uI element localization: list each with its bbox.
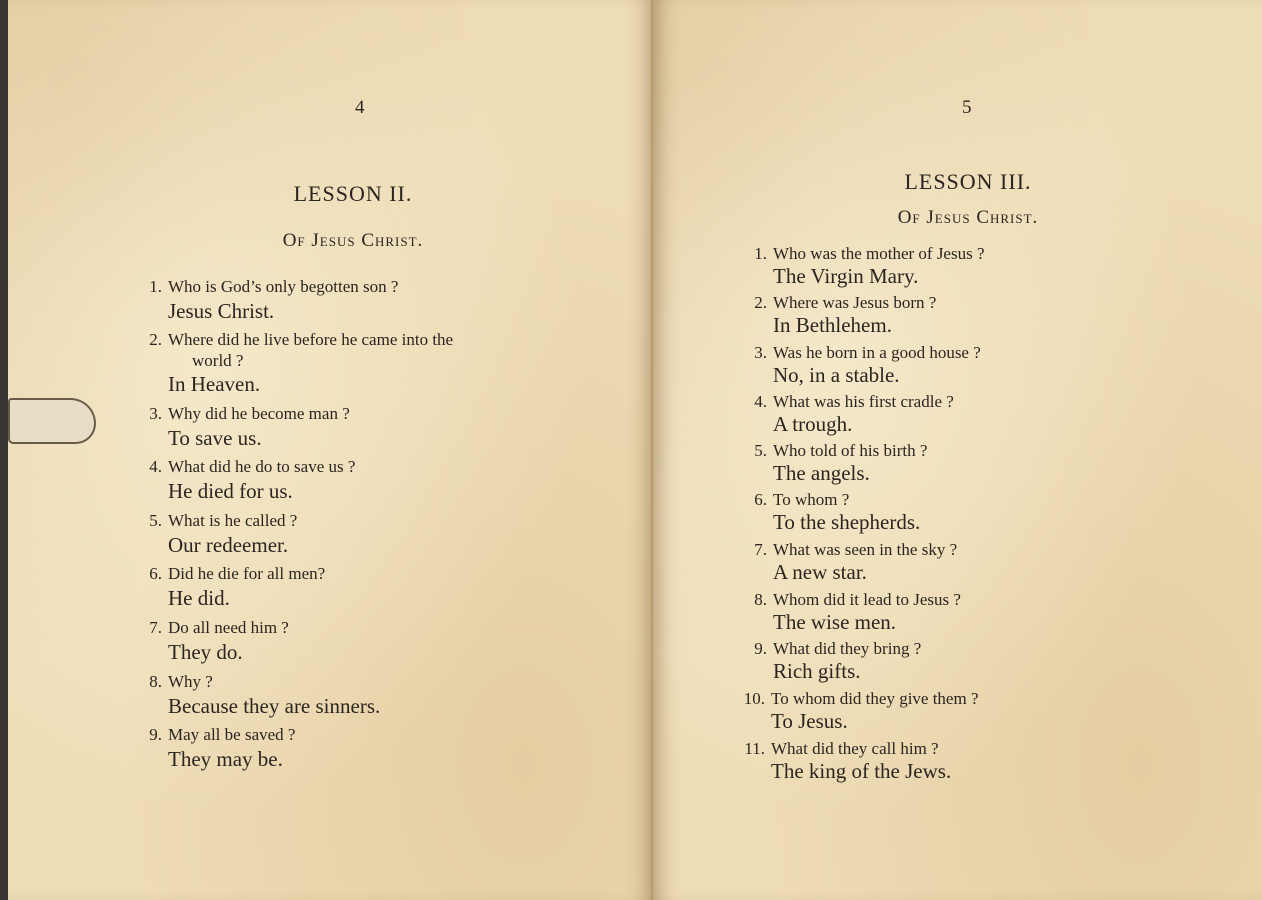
- answer-text: A new star.: [773, 560, 867, 584]
- question-text: Why did he become man ?: [168, 404, 350, 423]
- left-page: [8, 0, 653, 900]
- question-number: 3.: [754, 343, 767, 362]
- question-number: 8.: [754, 590, 767, 609]
- question-text: To whom ?: [773, 490, 850, 509]
- answer-text: He died for us.: [168, 479, 293, 503]
- question-number: 4.: [754, 392, 767, 411]
- question-text: Who was the mother of Jesus ?: [773, 244, 985, 263]
- question-number: 9.: [149, 725, 162, 744]
- question-text: What is he called ?: [168, 511, 298, 530]
- answer-text: The angels.: [773, 461, 870, 485]
- question-number: 10.: [743, 689, 765, 708]
- answer-text: Rich gifts.: [773, 659, 861, 683]
- question-number: 8.: [149, 672, 162, 691]
- answer-text: In Bethlehem.: [773, 313, 892, 337]
- answer-text: They do.: [168, 640, 243, 664]
- question-text: Whom did it lead to Jesus ?: [773, 590, 961, 609]
- question-number: 5.: [754, 441, 767, 460]
- question-number: 5.: [149, 511, 162, 530]
- question-number: 6.: [754, 490, 767, 509]
- answer-text: No, in a stable.: [773, 363, 900, 387]
- answer-text: To save us.: [168, 426, 262, 450]
- question-number: 6.: [149, 564, 162, 583]
- question-text: To whom did they give them ?: [771, 689, 979, 708]
- lesson-title: LESSON II.: [293, 181, 413, 206]
- page-tear: [8, 398, 96, 444]
- page-number: 4: [355, 97, 365, 118]
- question-text: May all be saved ?: [168, 725, 296, 744]
- answer-text: Because they are sinners.: [168, 694, 381, 718]
- question-text: What did he do to save us ?: [168, 457, 356, 476]
- answer-text: In Heaven.: [168, 372, 261, 396]
- answer-text: The king of the Jews.: [771, 759, 952, 783]
- right-page: [653, 0, 1262, 900]
- answer-text: Jesus Christ.: [168, 299, 275, 323]
- question-text: Why ?: [168, 672, 213, 691]
- question-text: Do all need him ?: [168, 618, 289, 637]
- question-number: 9.: [754, 639, 767, 658]
- lesson-title: LESSON III.: [904, 169, 1032, 194]
- question-text: Who told of his birth ?: [773, 441, 928, 460]
- question-number: 2.: [754, 293, 767, 312]
- question-number: 1.: [754, 244, 767, 263]
- question-number: 7.: [149, 618, 162, 637]
- question-text: Who is God’s only begotten son ?: [168, 277, 399, 296]
- question-text: Where did he live before he came into the: [168, 330, 454, 349]
- answer-text: The wise men.: [773, 610, 897, 634]
- question-text: What was his first cradle ?: [773, 392, 954, 411]
- question-number: 3.: [149, 404, 162, 423]
- question-text: Was he born in a good house ?: [773, 343, 981, 362]
- question-number: 1.: [149, 277, 162, 296]
- question-number: 2.: [149, 330, 162, 349]
- question-text: What did they call him ?: [771, 739, 939, 758]
- answer-text: The Virgin Mary.: [773, 264, 919, 288]
- question-text: What was seen in the sky ?: [773, 540, 958, 559]
- question-number: 11.: [744, 739, 765, 758]
- answer-text: They may be.: [168, 747, 283, 771]
- answer-text: He did.: [168, 586, 230, 610]
- question-number: 7.: [754, 540, 767, 559]
- answer-text: To the shepherds.: [773, 510, 921, 534]
- page-number: 5: [962, 97, 972, 118]
- answer-text: To Jesus.: [771, 709, 848, 733]
- lesson-subtitle: Of Jesus Christ.: [282, 230, 424, 251]
- question-text-continued: world ?: [192, 351, 244, 370]
- question-text: Did he die for all men?: [168, 564, 326, 583]
- question-text: What did they bring ?: [773, 639, 922, 658]
- answer-text: A trough.: [773, 412, 853, 436]
- question-number: 4.: [149, 457, 162, 476]
- answer-text: Our redeemer.: [168, 533, 289, 557]
- lesson-subtitle: Of Jesus Christ.: [897, 207, 1039, 228]
- question-text: Where was Jesus born ?: [773, 293, 937, 312]
